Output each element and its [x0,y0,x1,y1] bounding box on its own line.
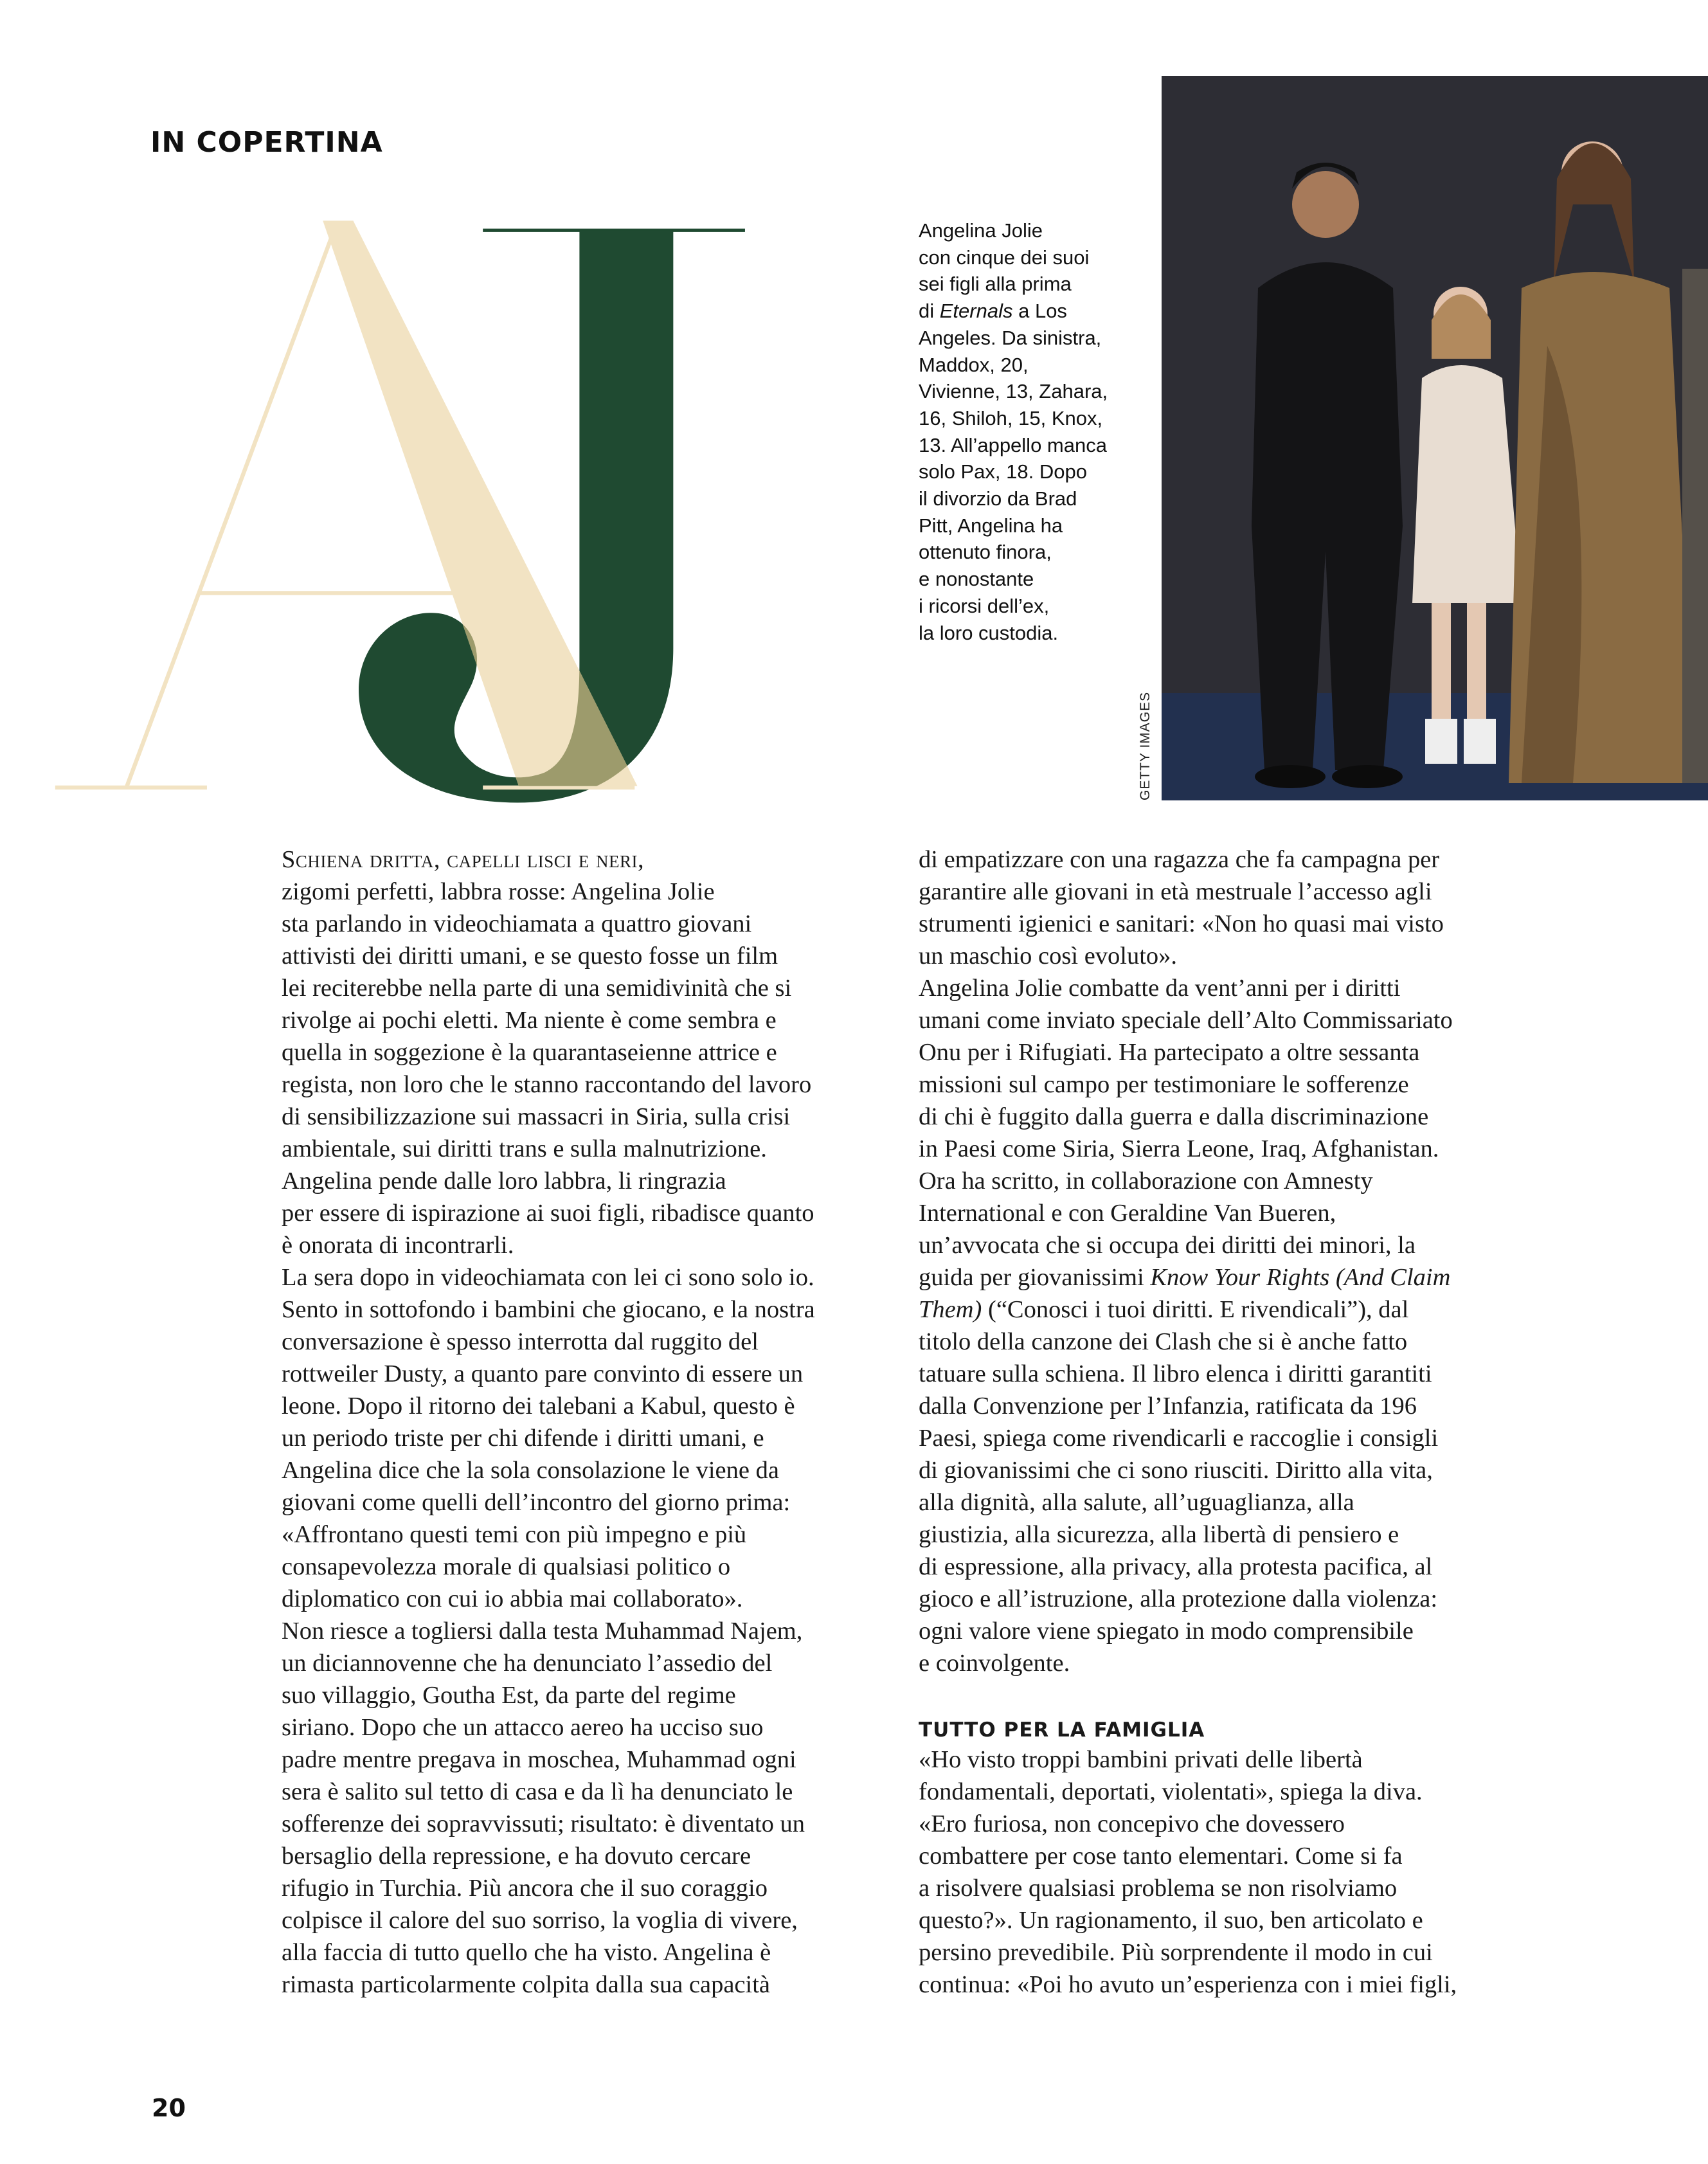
caption-line: la loro custodia. [919,621,1059,644]
caption-line: Pitt, Angelina ha [919,514,1063,537]
caption-line: Angeles. Da sinistra, [919,326,1102,349]
article-line: leone. Dopo il ritorno dei talebani a Kabul, questo è [282,1393,795,1420]
italic-title: Eternals [939,300,1013,323]
article-line: gioco e all’istruzione, alla protezione dalla violenza: [919,1585,1438,1612]
article-line: regista, non loro che le stanno raccontando del lavoro [282,1071,812,1098]
article-line: continua: «Poi ho avuto un’esperienza con i miei figli, [919,1971,1457,1998]
photo-caption [919,217,1108,646]
article-line: un’avvocata che si occupa dei diritti dei minori, la [919,1232,1416,1259]
page-number: 20 [152,2094,186,2122]
article-line: strumenti igienici e sanitari: «Non ho quasi mai visto [919,910,1444,937]
letter-a [55,221,638,788]
article-line: ambientale, sui diritti trans e sulla malnutrizione. [282,1135,767,1162]
caption-line: solo Pax, 18. Dopo [919,460,1087,483]
article-line: sta parlando in videochiamata a quattro giovani [282,910,752,937]
article-line: missioni sul campo per testimoniare le sofferenze [919,1071,1409,1098]
article-line: fondamentali, deportati, violentati», spiega la diva. [919,1778,1423,1805]
subheading: TUTTO PER LA FAMIGLIA [919,1718,1205,1742]
article-line: sera è salito sul tetto di casa e da lì ha denunciato le [282,1778,793,1805]
article-line: di sensibilizzazione sui massacri in Siria, sulla crisi [282,1103,791,1130]
caption-line: Vivienne, 13, Zahara, [919,380,1108,403]
article-line: diplomatico con cui io abbia mai collaborato». [282,1585,743,1612]
article-column-1 [282,843,815,2001]
article-line: ogni valore viene spiegato in modo comprensibile [919,1618,1414,1645]
article-line: è onorata di incontrarli. [282,1232,514,1259]
article-line: Angelina dice che la sola consolazione le viene da [282,1457,779,1484]
text-segment: di [919,300,940,323]
article-line: titolo della canzone dei Clash che si è anche fatto [919,1328,1408,1355]
text-segment: guida per giovanissimi [919,1264,1151,1291]
article-line: e coinvolgente. [919,1650,1070,1677]
caption-line: e nonostante [919,568,1034,591]
article-line: rifugio in Turchia. Più ancora che il suo coraggio [282,1875,768,1902]
article-line: persino prevedibile. Più sorprendente il modo in cui [919,1939,1433,1966]
article-line: lei reciterebbe nella parte di una semidivinità che si [282,975,792,1002]
article-line: garantire alle giovani in età mestruale l’accesso agli [919,878,1432,905]
article-line: un periodo triste per chi difende i diritti umani, e [282,1425,764,1452]
article-line: zigomi perfetti, labbra rosse: Angelina Jolie [282,878,715,905]
article-line: consapevolezza morale di qualsiasi politico o [282,1553,731,1580]
article-line: Onu per i Rifugiati. Ha partecipato a oltre sessanta [919,1039,1420,1066]
caption-line: i ricorsi dell’ex, [919,594,1050,617]
caption-line: con cinque dei suoi [919,246,1090,269]
article-line: giovani come quelli dell’incontro del giorno prima: [282,1489,791,1516]
article-line: di giovanissimi che ci sono riusciti. Diritto alla vita, [919,1457,1433,1484]
article-line: a risolvere qualsiasi problema se non risolviamo [919,1875,1398,1902]
article-line: «Ho visto troppi bambini privati delle libertà [919,1746,1363,1773]
article-line: Non riesce a togliersi dalla testa Muhammad Najem, [282,1618,803,1645]
article-column-2 [919,843,1457,2001]
article-line: un maschio così evoluto». [919,942,1178,969]
article-line: «Affrontano questi temi con più impegno e più [282,1521,747,1548]
caption-line: Maddox, 20, [919,353,1029,376]
article-line: Paesi, spiega come rivendicarli e raccoglie i consigli [919,1425,1439,1452]
article-line: in Paesi come Siria, Sierra Leone, Iraq, Afghanistan. [919,1135,1439,1162]
article-line: giustizia, alla sicurezza, alla libertà di pensiero e [919,1521,1399,1548]
article-line: International e con Geraldine Van Bueren, [919,1200,1336,1227]
article-line: questo?». Un ragionamento, il suo, ben articolato e [919,1907,1423,1934]
text-segment: a Los [1012,300,1067,323]
article-line: Angelina pende dalle loro labbra, li ringrazia [282,1168,726,1195]
article-line [919,1261,1457,1294]
article-line-lead: Schiena dritta, capelli lisci e neri, [282,846,645,873]
article-line: dalla Convenzione per l’Infanzia, ratificata da 196 [919,1393,1417,1420]
article-line: umani come inviato speciale dell’Alto Commissariato [919,1007,1453,1034]
article-line: «Ero furiosa, non concepivo che dovessero [919,1810,1345,1837]
article-line: quella in soggezione è la quarantaseienne attrice e [282,1039,777,1066]
article-line: Angelina Jolie combatte da vent’anni per i diritti [919,975,1401,1002]
caption-line [919,298,1108,325]
article-line: tatuare sulla schiena. Il libro elenca i diritti garantiti [919,1360,1432,1387]
caption-line: sei figli alla prima [919,273,1072,296]
article-line: padre mentre pregava in moschea, Muhammad ogni [282,1746,796,1773]
article-line [919,1294,1457,1326]
caption-line: 13. All’appello manca [919,433,1107,456]
article-line: di chi è fuggito dalla guerra e dalla discriminazione [919,1103,1429,1130]
article-line: La sera dopo in videochiamata con lei ci sono solo io. [282,1264,814,1291]
article-line: conversazione è spesso interrotta dal ruggito del [282,1328,759,1355]
spacer [919,1679,1457,1711]
article-line: combattere per cose tanto elementari. Come si fa [919,1843,1403,1870]
article-line: rivolge ai pochi eletti. Ma niente è come sembra e [282,1007,777,1034]
italic-title: Know Your Rights (And Claim [1150,1264,1451,1291]
article-line: Sento in sottofondo i bambini che giocano, e la nostra [282,1296,815,1323]
article-line: siriano. Dopo che un attacco aereo ha ucciso suo [282,1714,764,1741]
article-line: attivisti dei diritti umani, e se questo fosse un film [282,942,778,969]
article-line: rimasta particolarmente colpita dalla sua capacità [282,1971,770,1998]
article-line: un diciannovenne che ha denunciato l’assedio del [282,1650,773,1677]
article-line: rottweiler Dusty, a quanto pare convinto di essere un [282,1360,804,1387]
article-line: alla dignità, alla salute, all’uguaglianza, alla [919,1489,1354,1516]
caption-line: Angelina Jolie [919,219,1043,242]
caption-line: 16, Shiloh, 15, Knox, [919,406,1103,429]
article-line: colpisce il calore del suo sorriso, la voglia di vivere, [282,1907,798,1934]
article-line: sofferenze dei sopravvissuti; risultato: è diventato un [282,1810,805,1837]
italic-title: Them) [919,1296,982,1323]
article-line: bersaglio della repressione, e ha dovuto cercare [282,1843,751,1870]
article-line: per essere di ispirazione ai suoi figli, ribadisce quanto [282,1200,814,1227]
article-line: di empatizzare con una ragazza che fa campagna per [919,846,1440,873]
caption-line: il divorzio da Brad [919,487,1077,510]
article-line: Ora ha scritto, in collaborazione con Amnesty [919,1168,1373,1195]
section-label: IN COPERTINA [150,126,383,159]
text-segment: (“Conosci i tuoi diritti. E rivendicali”), dal [982,1296,1409,1323]
photo-credit: GETTY IMAGES [1138,691,1153,800]
article-line: alla faccia di tutto quello che ha visto. Angelina è [282,1939,771,1966]
article-line: di espressione, alla privacy, alla protesta pacifica, al [919,1553,1433,1580]
article-line: suo villaggio, Goutha Est, da parte del regime [282,1682,736,1709]
cover-photo [1162,76,1708,800]
caption-line: ottenuto finora, [919,541,1052,564]
